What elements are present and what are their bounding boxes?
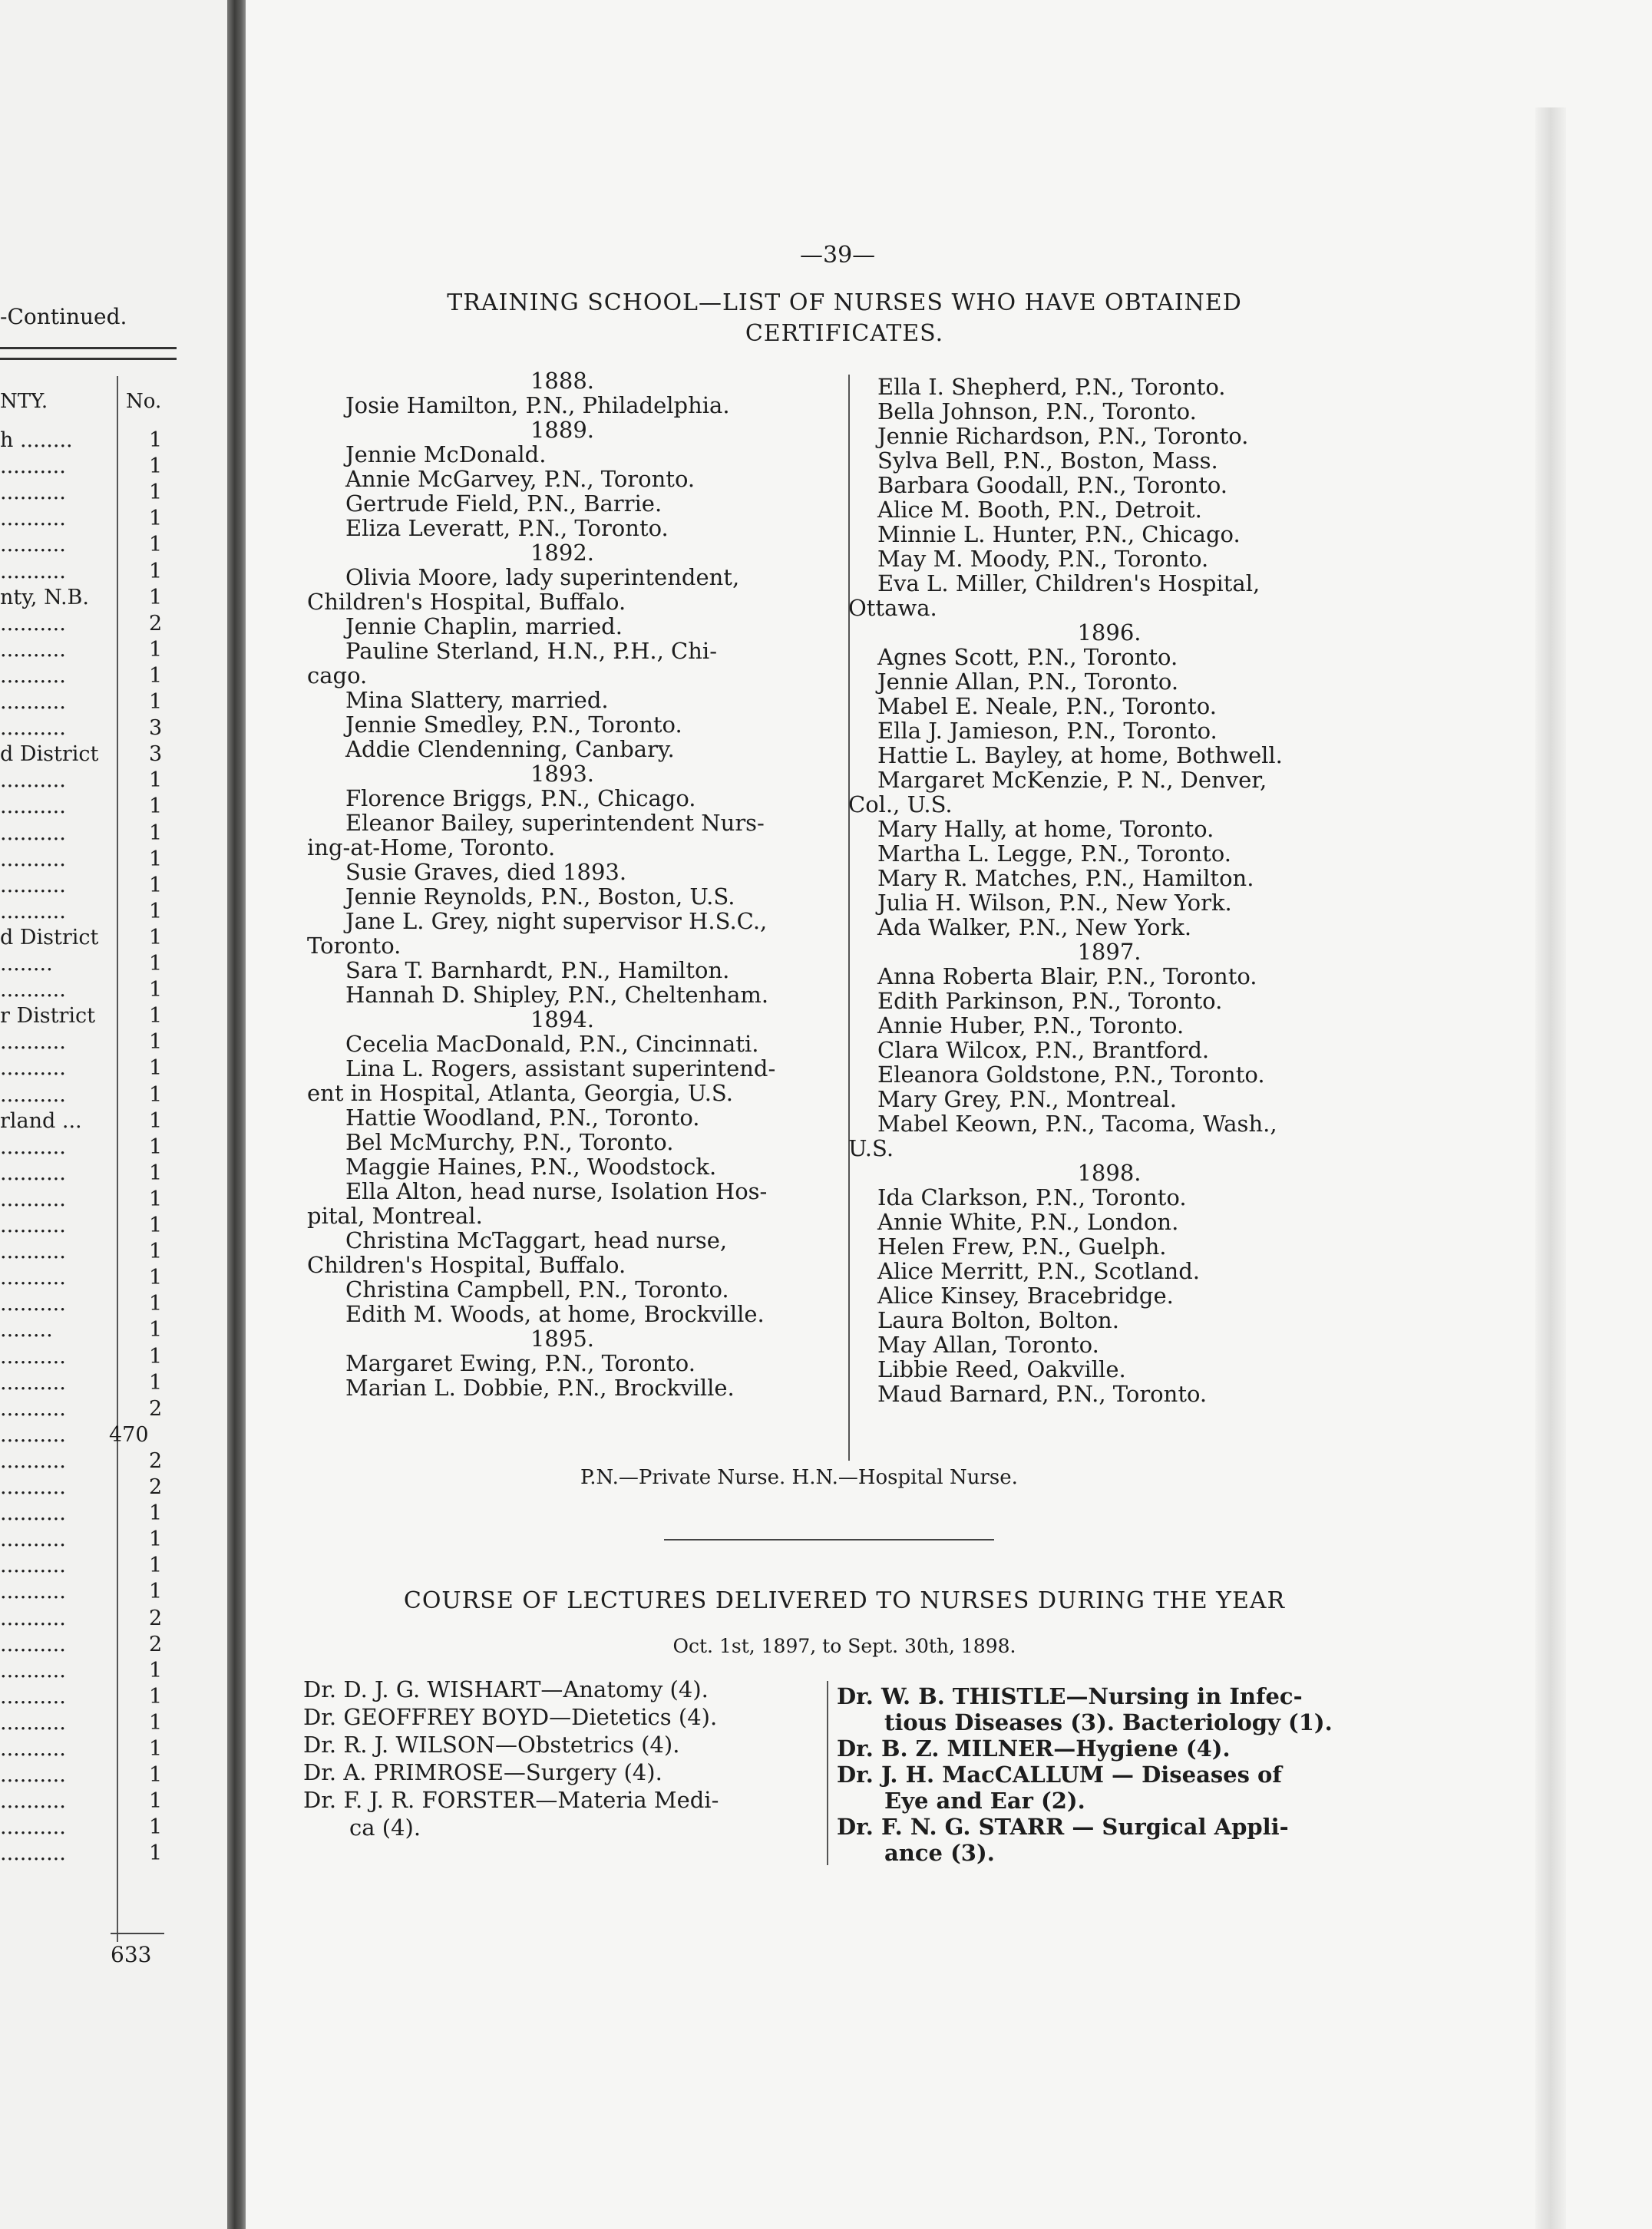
county-count: 1 [149,1658,163,1682]
county-row [0,1187,177,1214]
county-name: ........ [0,1318,53,1342]
county-count: 1 [149,480,163,505]
county-name: .......... [0,1422,66,1447]
county-count: 1 [149,1501,163,1526]
county-count: 1 [149,1710,163,1735]
nurse-entry: Helen Frew, P.N., Guelph. [877,1233,1167,1260]
county-name: .......... [0,1737,66,1761]
book-gutter [227,0,246,2229]
year-heading: 1892. [530,540,595,566]
county-count: 2 [149,1448,163,1473]
county-name: .......... [0,821,66,845]
county-total: 633 [111,1942,152,1967]
nurse-entry: Annie White, P.N., London. [877,1209,1179,1235]
nurse-entry-continuation: Toronto. [307,933,401,959]
nurse-entry: Eleanora Goldstone, P.N., Toronto. [877,1062,1265,1088]
county-count: 1 [149,1684,163,1709]
county-name: r District [0,1004,95,1029]
lecture-entry: Dr. R. J. WILSON—Obstetrics (4). [303,1732,680,1758]
nurse-entry: Edith M. Woods, at home, Brockville. [345,1301,765,1327]
county-name: .......... [0,1554,66,1578]
county-row [0,664,177,690]
county-row [0,1475,177,1501]
nurse-entry: Mabel E. Neale, P.N., Toronto. [877,693,1217,719]
nurse-entry: Alice M. Booth, P.N., Detroit. [877,497,1202,523]
county-count: 1 [149,794,163,819]
year-heading: 1898. [1077,1160,1142,1186]
county-count: 1 [149,1789,163,1814]
county-row [0,1214,177,1240]
county-count: 2 [149,1632,163,1656]
county-count: 1 [149,899,163,923]
county-count: 3 [149,716,163,741]
county-name: rland ... [0,1108,82,1133]
county-row [0,1737,177,1763]
county-row [0,1266,177,1292]
lecture-entry: Dr. GEOFFREY BOYD—Dietetics (4). [303,1704,718,1730]
nurse-entry: Sylva Bell, P.N., Boston, Mass. [877,447,1218,474]
nurse-entry: Maud Barnard, P.N., Toronto. [877,1381,1208,1407]
nurse-entry: Libbie Reed, Oakville. [877,1356,1126,1382]
nurse-entry: Minnie L. Hunter, P.N., Chicago. [877,521,1241,547]
county-count: 2 [149,611,163,636]
county-count: 1 [149,1527,163,1552]
county-row [0,454,177,480]
county-count: 1 [149,637,163,662]
county-count: 3 [149,742,163,767]
certificates-title-line2: CERTIFICATES. [745,320,944,347]
nurse-entry: Sara T. Barnhardt, P.N., Hamilton. [345,957,730,983]
nurse-entry: Florence Briggs, P.N., Chicago. [345,785,696,811]
county-count: 1 [149,1030,163,1055]
nurse-entry: Jennie Allan, P.N., Toronto. [877,669,1179,695]
county-count: 1 [149,1240,163,1264]
nurse-entry: Annie McGarvey, P.N., Toronto. [345,466,695,492]
county-row [0,1423,177,1449]
lecture-entry: Dr. W. B. THISTLE—Nursing in Infec- [837,1683,1303,1709]
county-name: .......... [0,1056,66,1081]
nurse-entry: Julia H. Wilson, P.N., New York. [877,890,1232,916]
county-row [0,1345,177,1371]
nurse-entry: Susie Graves, died 1893. [345,859,627,885]
county-row [0,1685,177,1711]
county-row [0,1789,177,1815]
county-count: 1 [149,1815,163,1840]
county-row [0,586,177,612]
county-count: 1 [149,454,163,479]
county-row [0,560,177,586]
county-row [0,638,177,664]
county-name: .......... [0,1448,66,1473]
county-count: 1 [149,821,163,845]
county-count: 1 [149,507,163,531]
county-count: 1 [149,847,163,871]
nurse-entry: Ida Clarkson, P.N., Toronto. [877,1184,1187,1210]
county-row [0,1056,177,1082]
year-heading: 1897. [1077,939,1142,965]
nurse-entry: May Allan, Toronto. [877,1332,1099,1358]
county-name: .......... [0,559,66,583]
lectures-date-range: Oct. 1st, 1897, to Sept. 30th, 1898. [672,1635,1016,1657]
county-name: .......... [0,1134,66,1159]
nurse-entry-continuation: U.S. [848,1135,894,1161]
nurse-entry-continuation: ing-at-Home, Toronto. [307,834,556,860]
county-row [0,768,177,794]
nurse-entry-continuation: pital, Montreal. [307,1203,483,1229]
county-name: d District [0,925,99,949]
nurse-entry: Ella I. Shepherd, P.N., Toronto. [877,374,1226,400]
lecture-entry-continuation: ca (4). [349,1815,421,1841]
lecture-entry-continuation: ance (3). [884,1840,995,1866]
nurse-entry: Alice Kinsey, Bracebridge. [877,1283,1174,1309]
county-row [0,1292,177,1318]
county-count: 2 [149,1606,163,1630]
county-row [0,1659,177,1685]
nurse-entry: Bella Johnson, P.N., Toronto. [877,398,1197,424]
nurse-entry: Jennie McDonald. [345,441,547,467]
county-name: .......... [0,873,66,897]
county-row [0,1527,177,1554]
county-count: 1 [149,1082,163,1107]
nurse-entry-continuation: Col., U.S. [848,791,953,817]
county-row [0,847,177,873]
abbreviation-key: P.N.—Private Nurse. H.N.—Hospital Nurse. [580,1466,1018,1489]
county-count: 1 [149,1580,163,1604]
nurse-entry: Maggie Haines, P.N., Woodstock. [345,1154,717,1180]
county-row [0,1397,177,1423]
county-count: 1 [149,1554,163,1578]
nurse-entry: Eva L. Miller, Children's Hospital, [877,570,1260,596]
nurse-entry: Eleanor Bailey, superintendent Nurs- [345,810,765,836]
year-heading: 1895. [530,1326,595,1352]
county-name: .......... [0,611,66,636]
county-row [0,1109,177,1135]
nurse-entry: Christina McTaggart, head nurse, [345,1227,728,1253]
number-column-header: No. [126,390,162,413]
nurse-entry: Jennie Smedley, P.N., Toronto. [345,712,682,738]
nurse-entry: Marian L. Dobbie, P.N., Brockville. [345,1375,735,1401]
nurse-entry: Jennie Chaplin, married. [345,613,623,639]
county-count: 1 [149,1763,163,1788]
county-count: 1 [149,1344,163,1369]
county-row [0,1030,177,1056]
county-name: .......... [0,1344,66,1369]
county-count: 1 [149,533,163,557]
county-row [0,1004,177,1030]
county-name: .......... [0,1841,66,1866]
county-row [0,1240,177,1266]
county-count: 1 [149,1737,163,1761]
county-count: 1 [149,428,163,452]
lectures-right-column [837,1683,1359,1866]
certificates-title-line1: TRAINING SCHOOL—LIST OF NURSES WHO HAVE OBTAINED [447,289,1242,316]
county-name: .......... [0,533,66,557]
county-name: .......... [0,1815,66,1840]
county-row [0,1763,177,1789]
county-name: .......... [0,1658,66,1682]
county-count: 1 [149,1292,163,1316]
county-count: 2 [149,1396,163,1421]
county-row [0,1580,177,1606]
county-name: .......... [0,637,66,662]
nurse-entry: Josie Hamilton, P.N., Philadelphia. [345,392,730,418]
year-heading: 1889. [530,417,595,443]
county-name: .......... [0,1789,66,1814]
county-row [0,1161,177,1187]
year-heading: 1893. [530,761,595,787]
county-row [0,1135,177,1161]
county-name: .......... [0,663,66,688]
year-heading: 1896. [1077,619,1142,646]
county-row [0,1841,177,1867]
page-number: —39— [800,242,876,269]
nurse-entry: Barbara Goodall, P.N., Toronto. [877,472,1228,498]
county-name: nty, N.B. [0,585,89,609]
county-name: .......... [0,1475,66,1499]
county-name: .......... [0,1501,66,1526]
nurse-entry: Agnes Scott, P.N., Toronto. [877,644,1178,670]
lectures-left-column [303,1676,825,1841]
nurse-entry: Mabel Keown, P.N., Tacoma, Wash., [877,1111,1277,1137]
county-count: 1 [149,663,163,688]
county-row [0,900,177,926]
nurse-entry: Ada Walker, P.N., New York. [877,914,1192,940]
county-row [0,742,177,768]
nurse-entry: Pauline Sterland, H.N., P.H., Chi- [345,638,717,664]
county-name: .......... [0,1684,66,1709]
county-name: .......... [0,1030,66,1055]
county-row [0,507,177,533]
nurse-entry: Martha L. Legge, P.N., Toronto. [877,840,1231,867]
lecture-entry: Dr. D. J. G. WISHART—Anatomy (4). [303,1676,709,1702]
nurse-entry-continuation: cago. [307,662,368,689]
county-count: 1 [149,1161,163,1185]
county-count: 2 [149,1475,163,1499]
nurse-entry: Eliza Leveratt, P.N., Toronto. [345,515,669,541]
county-count: 1 [149,1370,163,1395]
county-row [0,1371,177,1397]
county-count: 1 [149,1266,163,1290]
nurse-entry: Mina Slattery, married. [345,687,609,713]
county-count: 1 [149,978,163,1002]
nurse-entry-continuation: Ottawa. [848,595,937,621]
nurse-entry: Olivia Moore, lady superintendent, [345,564,740,590]
certificates-left-column [307,368,818,1400]
lecture-entry: Dr. F. N. G. STARR — Surgical Appli- [837,1814,1289,1840]
nurse-entry: Cecelia MacDonald, P.N., Cincinnati. [345,1031,759,1057]
county-row [0,1083,177,1109]
county-count: 1 [149,1318,163,1342]
county-count: 1 [149,952,163,976]
county-row [0,873,177,900]
county-row [0,1711,177,1737]
nurse-entry: Laura Bolton, Bolton. [877,1307,1119,1333]
nurse-entry: Lina L. Rogers, assistant superintend- [345,1055,776,1081]
header-rule [0,347,177,349]
county-count: 1 [149,768,163,793]
county-row [0,533,177,559]
county-name: .......... [0,1214,66,1237]
county-column-header: NTY. [0,390,48,413]
county-count: 1 [149,925,163,949]
county-row [0,1633,177,1659]
county-name: .......... [0,1606,66,1630]
nurse-entry: Hattie L. Bayley, at home, Bothwell. [877,742,1283,768]
lecture-entry: Dr. B. Z. MILNER—Hygiene (4). [837,1735,1231,1762]
county-count: 1 [149,585,163,609]
nurse-entry: Margaret McKenzie, P. N., Denver, [877,767,1267,793]
nurse-entry: Anna Roberta Blair, P.N., Toronto. [877,963,1257,989]
county-row [0,1501,177,1527]
county-count: 1 [149,690,163,714]
county-row [0,1449,177,1475]
page-edge [1535,107,1566,2229]
nurse-entry: Mary Hally, at home, Toronto. [877,816,1214,842]
county-name: .......... [0,794,66,819]
nurse-entry: Edith Parkinson, P.N., Toronto. [877,988,1223,1014]
county-name: .......... [0,1527,66,1552]
county-name: .......... [0,1632,66,1656]
county-name: .......... [0,1187,66,1211]
nurse-entry-continuation: Children's Hospital, Buffalo. [307,1252,626,1278]
lecture-entry: Dr. J. H. MacCALLUM — Diseases of [837,1762,1282,1788]
county-row [0,1607,177,1633]
county-row [0,952,177,978]
county-name: .......... [0,847,66,871]
county-name: .......... [0,899,66,923]
county-count: 1 [149,1108,163,1133]
county-row [0,480,177,507]
nurse-entry: Hannah D. Shipley, P.N., Cheltenham. [345,982,769,1008]
county-name: .......... [0,1396,66,1421]
lecture-entry-continuation: tious Diseases (3). Bacteriology (1). [884,1709,1333,1735]
county-name: .......... [0,1763,66,1788]
county-count: 470 [109,1422,149,1447]
county-name: .......... [0,480,66,505]
county-name: .......... [0,768,66,793]
left-page-title: -Continued. [0,304,127,329]
nurse-entry: Jennie Reynolds, P.N., Boston, U.S. [345,883,735,910]
certificates-heading [307,288,1382,349]
county-name: .......... [0,454,66,479]
header-rule [0,358,177,360]
county-row [0,690,177,716]
nurse-entry: Clara Wilcox, P.N., Brantford. [877,1037,1210,1063]
county-name: .......... [0,1710,66,1735]
nurse-entry: Bel McMurchy, P.N., Toronto. [345,1129,674,1155]
county-name: .......... [0,1580,66,1604]
county-row [0,821,177,847]
county-name: .......... [0,1240,66,1264]
nurse-entry: Hattie Woodland, P.N., Toronto. [345,1105,700,1131]
county-row [0,794,177,821]
nurse-entry: Jennie Richardson, P.N., Toronto. [877,423,1249,449]
county-count: 1 [149,1134,163,1159]
county-name: .......... [0,1082,66,1107]
lecture-entry: Dr. F. J. R. FORSTER—Materia Medi- [303,1787,719,1813]
nurse-entry: Alice Merritt, P.N., Scotland. [877,1258,1200,1284]
lecture-entry: Dr. A. PRIMROSE—Surgery (4). [303,1759,662,1785]
section-divider [664,1539,994,1540]
county-name: .......... [0,507,66,531]
nurse-entry-continuation: ent in Hospital, Atlanta, Georgia, U.S. [307,1080,733,1106]
county-name: .......... [0,690,66,714]
nurse-entry: Mary R. Matches, P.N., Hamilton. [877,865,1254,891]
nurse-entry: Ella J. Jamieson, P.N., Toronto. [877,718,1218,744]
county-name: .......... [0,1370,66,1395]
county-row [0,716,177,742]
county-name: .......... [0,1161,66,1185]
nurse-entry: Jane L. Grey, night supervisor H.S.C., [345,908,768,934]
lectures-heading: COURSE OF LECTURES DELIVERED TO NURSES DURING THE YEAR [403,1587,1286,1614]
year-heading: 1894. [530,1006,595,1032]
county-count: 1 [149,1214,163,1237]
county-row [0,978,177,1004]
county-count: 1 [149,873,163,897]
nurse-entry: Mary Grey, P.N., Montreal. [877,1086,1177,1112]
year-heading: 1888. [530,368,595,394]
county-count: 1 [149,1187,163,1211]
nurse-entry: Christina Campbell, P.N., Toronto. [345,1276,729,1303]
county-name: .......... [0,716,66,741]
nurse-entry: Margaret Ewing, P.N., Toronto. [345,1350,695,1376]
county-count: 1 [149,1056,163,1081]
nurse-entry: Gertrude Field, P.N., Barrie. [345,490,662,517]
nurse-entry: Addie Clendenning, Canbary. [345,736,675,762]
county-name: h ........ [0,428,73,452]
county-row [0,1554,177,1580]
county-row [0,1318,177,1344]
nurse-entry: May M. Moody, P.N., Toronto. [877,546,1209,572]
column-divider [827,1681,828,1865]
county-row [0,926,177,952]
lecture-entry-continuation: Eye and Ear (2). [884,1788,1085,1814]
county-name: .......... [0,978,66,1002]
nurse-entry: Ella Alton, head nurse, Isolation Hos- [345,1178,768,1204]
county-name: .......... [0,1292,66,1316]
county-name: d District [0,742,99,767]
nurse-entry: Annie Huber, P.N., Toronto. [877,1012,1184,1039]
county-row [0,612,177,638]
county-count: 1 [149,1841,163,1866]
county-count: 1 [149,559,163,583]
county-row [0,1815,177,1841]
total-rule [111,1933,164,1934]
county-row [0,428,177,454]
county-name: ........ [0,952,53,976]
certificates-right-column [848,375,1370,1406]
county-count: 1 [149,1004,163,1029]
nurse-entry-continuation: Children's Hospital, Buffalo. [307,589,626,615]
county-name: .......... [0,1266,66,1290]
left-page-fragment [0,0,227,2229]
